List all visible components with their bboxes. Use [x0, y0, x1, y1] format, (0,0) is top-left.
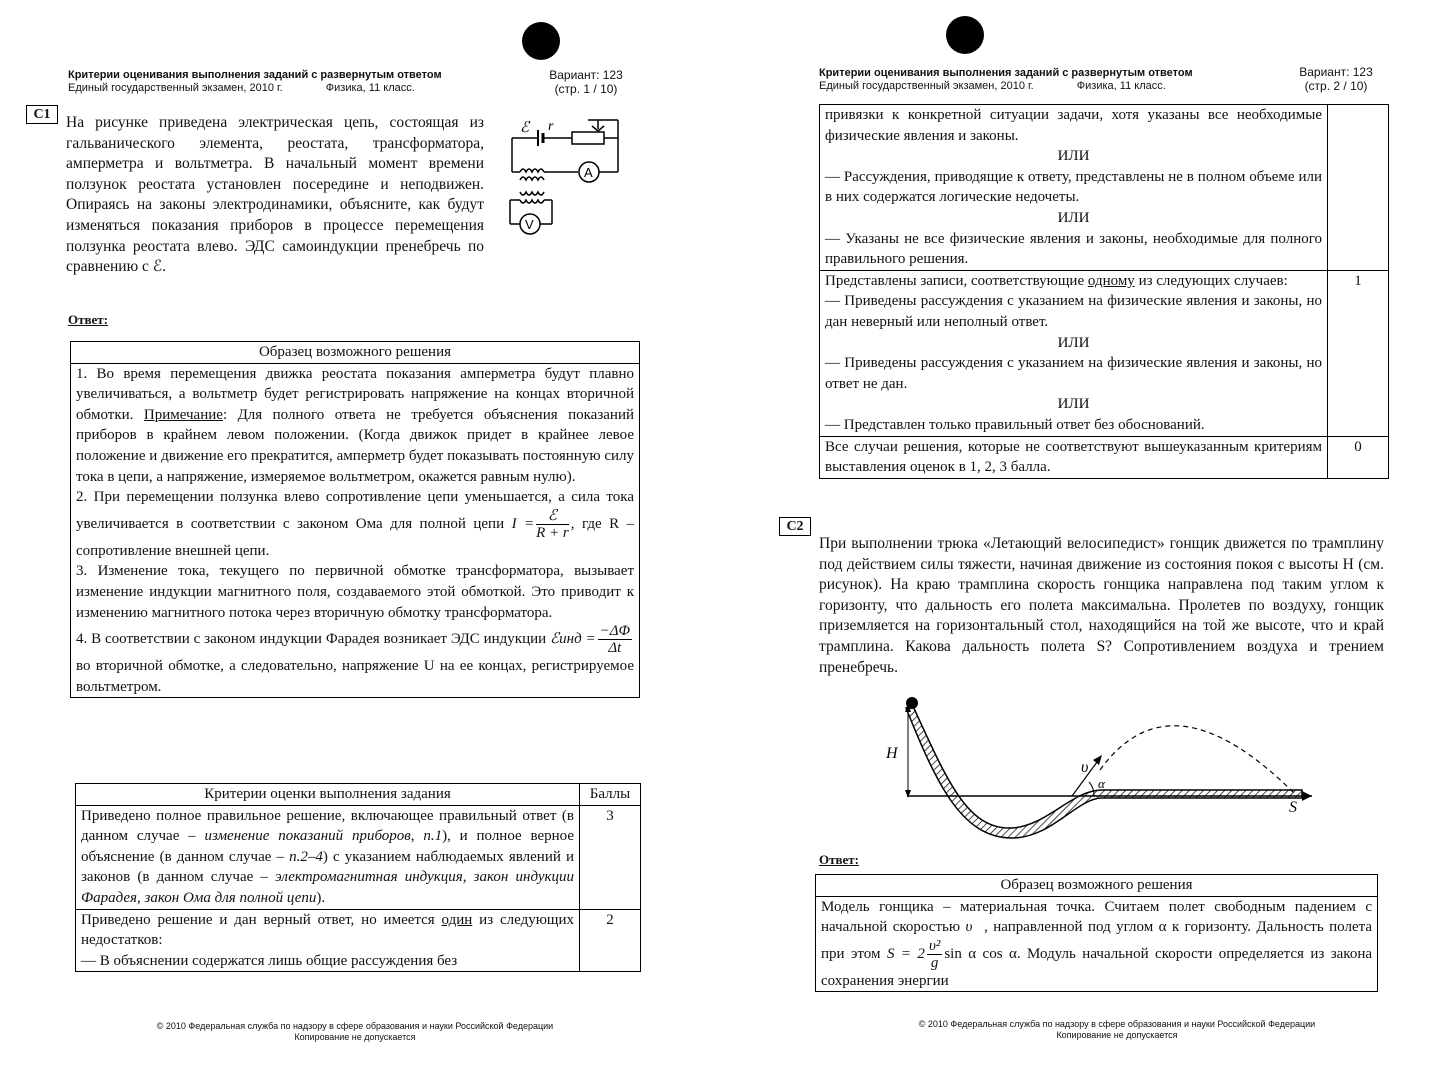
- faraday-numerator: −ΔΦ: [599, 623, 631, 640]
- range-numerator: υ²: [928, 937, 941, 954]
- crit2-text-a: Приведено решение и дан верный ответ, но имеется: [81, 911, 435, 928]
- header-title: Критерии оценивания выполнения заданий с развернутым ответом: [819, 67, 1193, 79]
- sol-step-3: 3. Изменение тока, текущего по первичной обмотке трансформатора, вызывает изменение индукции магнитного поля, создаваемого этой обмоткой. Это приводит к изменению магнитного потока через вторичную обмотку трансформатора.: [76, 563, 634, 621]
- solution-body: [71, 363, 640, 698]
- solution-header: Образец возможного решения: [816, 875, 1378, 897]
- crit1-underline: одному: [1087, 272, 1135, 289]
- sol-note-label: Примечание: [143, 406, 223, 423]
- cont-text-a: привязки к конкретной ситуации задачи, хотя указаны все необходимые физические явления и законы.: [825, 107, 1322, 144]
- task-c1-statement: На рисунке приведена электрическая цепь, состоящая из гальванического элемента, реостата, трансформатора, амперметра и вольтметра. В начальный момент времени ползунок реостата установлен посередине и неподвижен. Опираясь на законы электродинамики, объясните, как будут изменяться показания приборов в процессе перемещения ползунка реостата влево. ЭДС самоиндукции пренебречь по сравнению с ℰ.: [66, 114, 484, 276]
- crit3-italic-1: изменение показаний приборов, п.1: [204, 828, 443, 845]
- faraday-fraction: [598, 623, 632, 656]
- answer-label: Ответ:: [819, 852, 860, 867]
- variant-number: Вариант: 123: [1299, 65, 1373, 79]
- height-label: H: [886, 745, 898, 762]
- faraday-denominator: Δt: [608, 640, 622, 657]
- solution-table: [815, 874, 1378, 992]
- range-fraction: [927, 938, 942, 971]
- velocity-vector: υ⃗: [965, 919, 985, 936]
- punch-hole-icon: [522, 22, 560, 60]
- crit1-text-b: из следующих случаев:: [1138, 272, 1288, 289]
- sol-step-1: 1. Во время перемещения движка реостата показания амперметра будут плавно увеличиваться, а вольтметр будет регистрировать напряжение на концах вторичной обмотки.: [76, 365, 634, 423]
- emf-label: ℰ: [520, 120, 530, 136]
- emf-formula-left: ℰинд =: [550, 631, 596, 648]
- task-c1-text: [66, 113, 484, 278]
- footer-copyright: © 2010 Федеральная служба по надзору в сфере образования и науки Российской Федерации: [918, 1019, 1316, 1029]
- variant-block: [1290, 65, 1382, 93]
- page-footer: [862, 1019, 1372, 1041]
- cont-text-b: — Рассуждения, приводящие к ответу, представлены не в полном объеме или в них содержатся логические недочеты.: [825, 168, 1322, 206]
- sol-text-a: Модель гонщика – материальная точка. Считаем полет свободным падением с начальной скоростью: [821, 898, 1372, 936]
- crit2-text-b: из следующих недостатков:: [81, 911, 574, 949]
- range-formula-right: sin α cos α: [944, 945, 1017, 962]
- left-page: [0, 0, 720, 1079]
- criteria-table-continued: [819, 104, 1389, 479]
- crit1-text-c: — Приведены рассуждения с указанием на физические явления и законы, но дан неверный или неполный ответ.: [825, 293, 1322, 330]
- header-exam: Единый государственный экзамен, 2010 г.: [819, 80, 1034, 92]
- crit1-text-d: — Приведены рассуждения с указанием на физические явления и законы, но ответ не дан.: [825, 355, 1322, 392]
- velocity-label: υ: [1081, 759, 1089, 776]
- footer-notice: Копирование не допускается: [294, 1032, 416, 1042]
- sol-step-4-end: во вторичной обмотке, а следовательно, напряжение U на ее концах, регистрируемое вольтметром.: [76, 658, 634, 695]
- solution-table: [70, 341, 640, 698]
- page-number: (стр. 1 / 10): [554, 82, 618, 96]
- sol-step-2-end: , где R – сопротивление внешней цепи.: [76, 515, 635, 559]
- sol-step-4: 4. В соответствии с законом индукции Фарадея возникает ЭДС индукции: [76, 631, 547, 648]
- ohm-formula-left: I =: [511, 515, 535, 532]
- crit3-italic-3: электромагнитная индукция, закон индукции Фарадея, закон Ома для полной цепи: [81, 869, 575, 906]
- range-denominator: g: [930, 954, 939, 971]
- sol-note: : Для полного ответа не требуется объяснения показаний приборов в крайнем левом положении. (Когда движок придет в крайнее левое положение и движение его прекратится, амперметр будет показывать постоянную силу тока в цепи, а напряжение, измеряемое вольтметром, окажется равным нулю).: [76, 406, 634, 485]
- trampoline-figure: [872, 690, 1322, 840]
- criterion-1: [820, 270, 1328, 436]
- header-title: Критерии оценивания выполнения заданий с развернутым ответом: [68, 69, 442, 81]
- or-separator-3: ИЛИ: [1057, 334, 1090, 351]
- sol-step-2: 2. При перемещении ползунка влево сопротивление цепи уменьшается, а сила тока увеличивается в соответствии с законом Ома для полной цепи: [76, 489, 634, 532]
- ohm-denominator: R + r: [536, 524, 569, 541]
- solution-header: Образец возможного решения: [71, 342, 640, 364]
- ammeter-label: A: [584, 165, 593, 180]
- crit3-text-c: ) с указанием наблюдаемых явлений и законов (в данном случае –: [81, 848, 575, 886]
- crit1-text-e: — Представлен только правильный ответ без обоснований.: [825, 416, 1205, 433]
- points-header: Баллы: [580, 784, 641, 806]
- task-label-c1: C1: [26, 105, 58, 124]
- circuit-diagram: [500, 112, 625, 240]
- criterion-2-continued: [820, 105, 1328, 271]
- range-formula-left: S = 2: [886, 945, 925, 962]
- variant-number: Вариант: 123: [549, 68, 623, 82]
- criteria-header: Критерии оценки выполнения задания: [76, 784, 580, 806]
- crit3-text-b: ), и полное верное объяснение (в данном случае –: [81, 828, 575, 865]
- variant-block: [540, 68, 632, 96]
- ohm-fraction: [536, 508, 569, 541]
- or-separator-1: ИЛИ: [1057, 148, 1090, 165]
- task-label-c2: C2: [779, 517, 811, 536]
- header-exam: Единый государственный экзамен, 2010 г.: [68, 82, 283, 94]
- crit1-text-a: Представлены записи, соответствующие: [825, 272, 1085, 289]
- or-separator-2: ИЛИ: [1057, 209, 1090, 226]
- solution-body: [816, 896, 1378, 992]
- criterion-3-points: 3: [580, 805, 641, 909]
- criterion-0-points: 0: [1328, 436, 1389, 478]
- criterion-2-points: 2: [580, 909, 641, 972]
- crit3-text-d: ).: [316, 889, 326, 906]
- task-c2-text: При выполнении трюка «Летающий велосипедист» гонщик движется по трамплину под действием силы тяжести, начиная движение из состояния покоя с высоты H (см. рисунок). На краю трамплина скорость гонщика направлена под таким углом к горизонту, что дальность его полета максимальна. Пролетев по воздуху, гонщик приземляется на горизонтальный стол, находящийся на той же высоте, что и край трамплина. Какова дальность полета S? Сопротивлением воздуха и трением пренебречь.: [819, 535, 1384, 676]
- criterion-1-points: 1: [1328, 270, 1389, 436]
- right-page: [722, 0, 1443, 1079]
- footer-notice: Копирование не допускается: [1056, 1030, 1178, 1040]
- voltmeter-label: V: [525, 217, 534, 232]
- angle-label: α: [1098, 776, 1105, 791]
- page-footer: [100, 1021, 610, 1043]
- criterion-0: Все случаи решения, которые не соответствуют вышеуказанным критериям выставления оценок в 1, 2, 3 балла.: [820, 436, 1328, 478]
- sol-text-c: . Модуль начальной скорости определяется из закона сохранения энергии: [821, 945, 1373, 989]
- crit3-text-a: Приведено полное правильное решение, включающее правильный ответ (в данном случае –: [81, 807, 574, 845]
- ohm-numerator: ℰ: [536, 508, 569, 525]
- page-number: (стр. 2 / 10): [1304, 79, 1368, 93]
- or-separator-4: ИЛИ: [1057, 396, 1090, 413]
- cont-text-c: — Указаны не все физические явления и законы, необходимые для полного правильного решения.: [825, 230, 1322, 268]
- criterion-3: [76, 805, 580, 909]
- criterion-2: [76, 909, 580, 972]
- crit2-text-c: — В объяснении содержатся лишь общие рассуждения без: [81, 952, 458, 969]
- answer-label: Ответ:: [68, 312, 109, 327]
- punch-hole-icon: [946, 16, 984, 54]
- header-subject: Физика, 11 класс.: [1076, 80, 1166, 92]
- page-header: [68, 69, 528, 95]
- crit2-underline: один: [441, 911, 473, 928]
- distance-label: S: [1289, 799, 1297, 816]
- crit3-italic-2: п.2–4: [289, 848, 323, 865]
- header-subject: Физика, 11 класс.: [325, 82, 415, 94]
- sol-text-b: , направленной под углом α к горизонту. Дальность полета при этом: [821, 919, 1372, 962]
- criterion-2-points-cell: [1328, 105, 1389, 271]
- page-header: [819, 67, 1279, 93]
- criteria-table: [75, 783, 641, 972]
- r-label: r: [548, 119, 554, 134]
- footer-copyright: © 2010 Федеральная служба по надзору в сфере образования и науки Российской Федерации: [156, 1021, 554, 1031]
